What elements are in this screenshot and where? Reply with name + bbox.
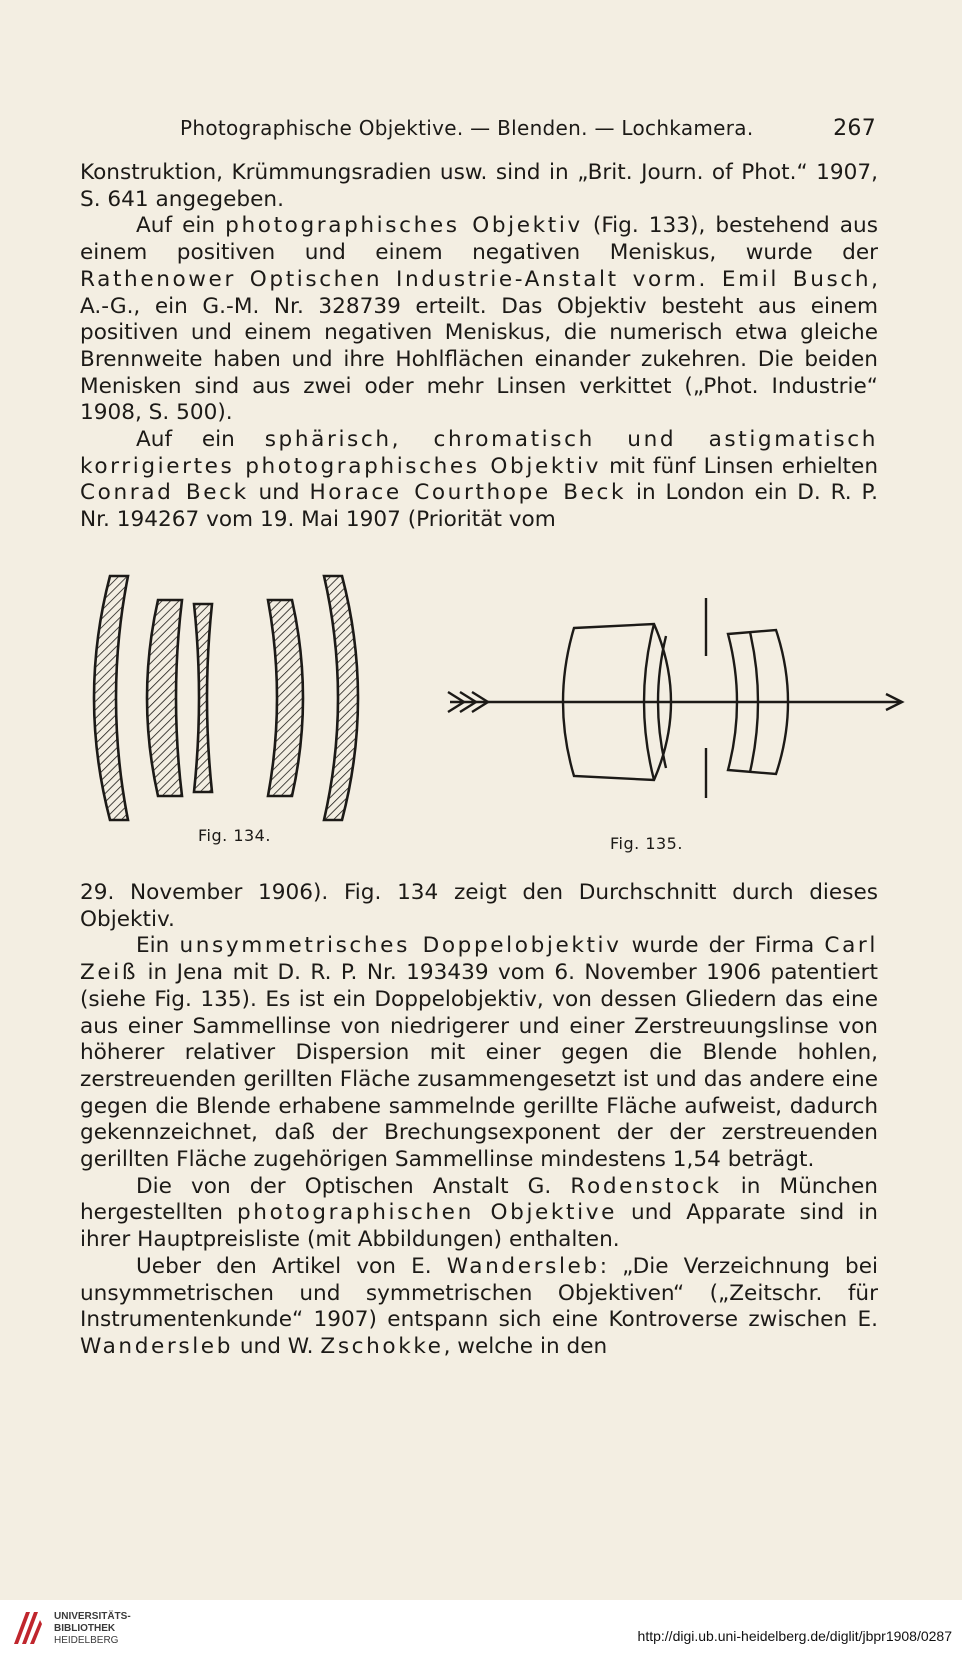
p2-text-3: , A.-G., ein G.-M. Nr. 328739 erteilt. Das Objektiv besteht aus einem positiven und einem negativen Meniskus, die numerisch etwa gleiche Brennweite haben und ihre Hohlflächen einander zukehren. Die beiden Menisken sind aus zwei oder mehr Linsen verkittet („Phot. Industrie“ 1908, S. 500). (80, 266, 878, 426)
p7-text-3: und W. (233, 1333, 321, 1359)
p2-spaced-2: Rathenower Optischen Industrie-Anstalt vorm. Emil Busch (80, 266, 872, 292)
p5-text-2: wurde der Firma (621, 933, 825, 959)
digitization-footer (0, 1600, 962, 1656)
text-block-bottom (80, 880, 878, 1361)
logo-line-3: HEIDELBERG (54, 1635, 119, 1646)
running-title: Photographische Objektive. — Blenden. — Lochkamera. (180, 116, 754, 140)
p7-text-1: Ueber den Artikel von E. (136, 1253, 447, 1279)
library-logo-icon (10, 1608, 44, 1648)
library-logo-text (54, 1611, 131, 1647)
p2-text-2: (Fig. 133), bestehend aus einem positiven und einem negativen Meniskus, wurde der (80, 213, 878, 266)
p7-spaced-2: Wandersleb (80, 1333, 233, 1359)
p6-text-3: und Apparate sind in ihrer Hauptpreisliste (mit Abbildungen) enthalten. (80, 1200, 878, 1253)
source-url-link[interactable]: http://digi.ub.uni-heidelberg.de/diglit/jbpr1908/0287 (637, 1628, 952, 1644)
lens-element-4 (268, 600, 303, 796)
figure-134-caption: Fig. 134. (198, 826, 271, 845)
paragraph-1 (80, 160, 878, 213)
lens-element-3 (194, 604, 212, 792)
p6-spaced-2: photographischen Objektive (236, 1200, 617, 1226)
p5-text-1: Ein (136, 933, 180, 959)
p2-spaced-1: photographisches Objektiv (225, 213, 583, 239)
paragraph-4 (80, 880, 878, 933)
paragraph-1-text: Konstruktion, Krümmungsradien usw. sind in „Brit. Journ. of Phot.“ 1907, S. 641 angegeben. (80, 160, 878, 212)
p5-spaced-1: unsymmetrisches Doppelobjektiv (179, 933, 622, 959)
p6-text-2: in München hergestellten (80, 1173, 878, 1226)
lens-element-1 (94, 576, 128, 820)
lens-element-2 (147, 600, 182, 796)
p7-spaced-1: Wandersleb (446, 1253, 600, 1279)
figure-135-double-objective (430, 598, 930, 830)
p4-text-1: 29. November 1906). Fig. 134 zeigt den Durchschnitt durch dieses Objektiv. (80, 880, 878, 932)
figure-135-caption: Fig. 135. (610, 834, 683, 853)
p2-text-1: Auf ein (136, 213, 226, 239)
p7-text-2: : „Die Verzeichnung bei unsymmetrischen und symmetrischen Objektiven“ („Zeitschr. für Instrumentenkunde“ 1907) entspann sich eine Kontroverse zwischen E. (80, 1253, 878, 1333)
logo-line-1: UNIVERSITÄTS- (54, 1611, 131, 1622)
p7-text-4: , welche in den (443, 1333, 608, 1359)
p3-spaced-3: Horace Courthope Beck (309, 480, 627, 506)
paragraph-2 (80, 213, 878, 427)
p6-spaced-1: Rodenstock (570, 1173, 722, 1199)
p7-spaced-3: Zschokke (320, 1333, 444, 1359)
p3-text-4: in London ein D. R. P. Nr. 194267 vom 19. Mai 1907 (Priorität vom (80, 480, 879, 533)
running-header (180, 116, 876, 144)
p3-spaced-2: Conrad Beck (80, 480, 249, 506)
lens-element-5 (324, 576, 358, 820)
figure-134-lens-section (82, 570, 372, 826)
logo-line-2: BIBLIOTHEK (54, 1623, 116, 1634)
paragraph-7 (80, 1254, 878, 1361)
paragraph-5 (80, 933, 878, 1173)
p3-text-1: Auf ein (136, 427, 265, 453)
p3-spaced-1: sphärisch, chromatisch und astigmatisch korrigiertes photographisches Objektiv (80, 427, 878, 479)
paragraph-6 (80, 1174, 878, 1254)
p5-text-3: in Jena mit D. R. P. Nr. 193439 vom 6. November 1906 patentiert (siehe Fig. 135). Es ist ein Doppelobjektiv, von dessen Gliedern das eine aus einer Sammellinse von niedrigerer und einer Zerstreuungslinse von höherer relativer Dispersion mit einer gegen die Blende hohlen, zerstreuenden gerillten Fläche zusammengesetzt ist und das andere eine gegen die Blende erhabene sammelnde gerillte Fläche aufweist, dadurch gekennzeichnet, daß der Brechungsexponent der der zerstreuenden gerillten Fläche zugehörigen Sammellinse mindestens 1,54 beträgt. (80, 960, 878, 1173)
p6-text-1: Die von der Optischen Anstalt G. (136, 1173, 571, 1199)
paragraph-3 (80, 427, 878, 534)
text-block-top (80, 160, 878, 534)
page-number: 267 (833, 116, 876, 141)
figures-area (70, 570, 890, 860)
p3-text-3: und (248, 480, 310, 506)
p5-spaced-2: Carl Zeiß (80, 933, 878, 986)
p3-text-2: mit fünf Linsen erhielten (600, 453, 879, 479)
